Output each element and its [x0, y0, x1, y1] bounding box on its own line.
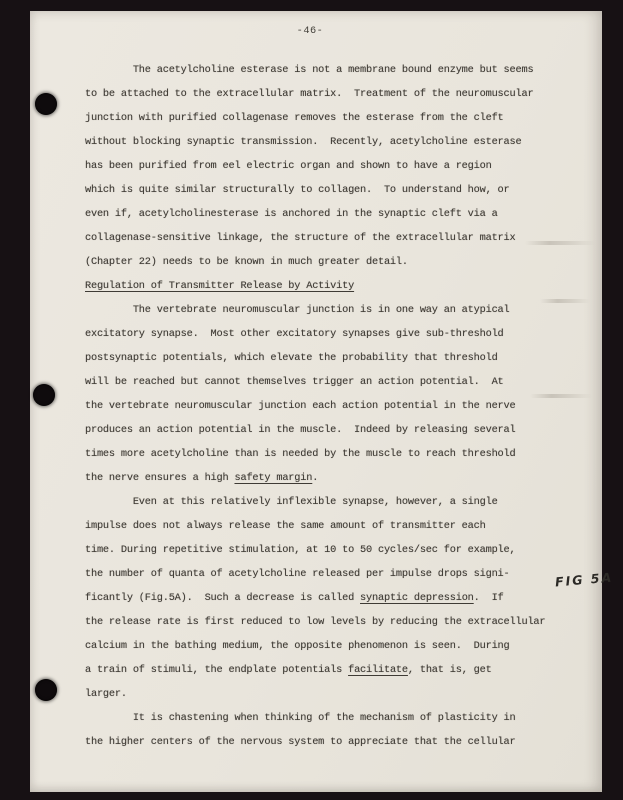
text-line: The vertebrate neuromuscular junction is in one way an atypical: [85, 304, 510, 316]
text-line: excitatory synapse. Most other excitatory synapses give sub-threshold: [85, 328, 504, 340]
text-line: (Chapter 22) needs to be known in much greater detail.: [85, 256, 408, 268]
text-line: time. During repetitive stimulation, at 10 to 50 cycles/sec for example,: [85, 544, 516, 556]
smudge-mark: [525, 241, 595, 245]
text-line: even if, acetylcholinesterase is anchored in the synaptic cleft via a: [85, 208, 498, 220]
text-line: which is quite similar structurally to collagen. To understand how, or: [85, 184, 510, 196]
text-line: larger.: [85, 688, 127, 700]
text-line: to be attached to the extracellular matrix. Treatment of the neuromuscular: [85, 88, 534, 100]
text-line: without blocking synaptic transmission. Recently, acetylcholine esterase: [85, 136, 522, 148]
text-line: the number of quanta of acetylcholine released per impulse drops signi-: [85, 568, 510, 580]
text-body: [85, 58, 575, 754]
text-line: the nerve ensures a high safety margin.: [85, 472, 319, 484]
text-line: times more acetylcholine than is needed by the muscle to reach threshold: [85, 448, 516, 460]
text-line: postsynaptic potentials, which elevate the probability that threshold: [85, 352, 498, 364]
hole-punch: [35, 93, 57, 115]
document-page: [30, 11, 602, 792]
hole-punch: [33, 384, 55, 406]
text-line: a train of stimuli, the endplate potentials facilitate, that is, get: [85, 664, 492, 676]
handwritten-margin-note: FIG 5A: [554, 569, 614, 590]
text-line: the release rate is first reduced to low levels by reducing the extracellular: [85, 616, 546, 628]
hole-punch: [35, 679, 57, 701]
text-line: has been purified from eel electric organ and shown to have a region: [85, 160, 492, 172]
text-line: the vertebrate neuromuscular junction each action potential in the nerve: [85, 400, 516, 412]
smudge-mark: [530, 394, 592, 398]
text-line: ficantly (Fig.5A). Such a decrease is called synaptic depression. If: [85, 592, 504, 604]
text-line: junction with purified collagenase removes the esterase from the cleft: [85, 112, 504, 124]
text-line: Even at this relatively inflexible synapse, however, a single: [85, 496, 498, 508]
text-line: collagenase-sensitive linkage, the structure of the extracellular matrix: [85, 232, 516, 244]
section-heading-line: Regulation of Transmitter Release by Activity: [85, 280, 355, 292]
text-line: calcium in the bathing medium, the opposite phenomenon is seen. During: [85, 640, 510, 652]
text-line: It is chastening when thinking of the mechanism of plasticity in: [85, 712, 516, 724]
text-line: produces an action potential in the muscle. Indeed by releasing several: [85, 424, 516, 436]
text-line: The acetylcholine esterase is not a membrane bound enzyme but seems: [85, 64, 534, 76]
text-line: impulse does not always release the same amount of transmitter each: [85, 520, 486, 532]
text-line: the higher centers of the nervous system to appreciate that the cellular: [85, 736, 516, 748]
page-number: -46-: [296, 25, 324, 37]
text-line: will be reached but cannot themselves trigger an action potential. At: [85, 376, 504, 388]
smudge-mark: [540, 299, 590, 303]
